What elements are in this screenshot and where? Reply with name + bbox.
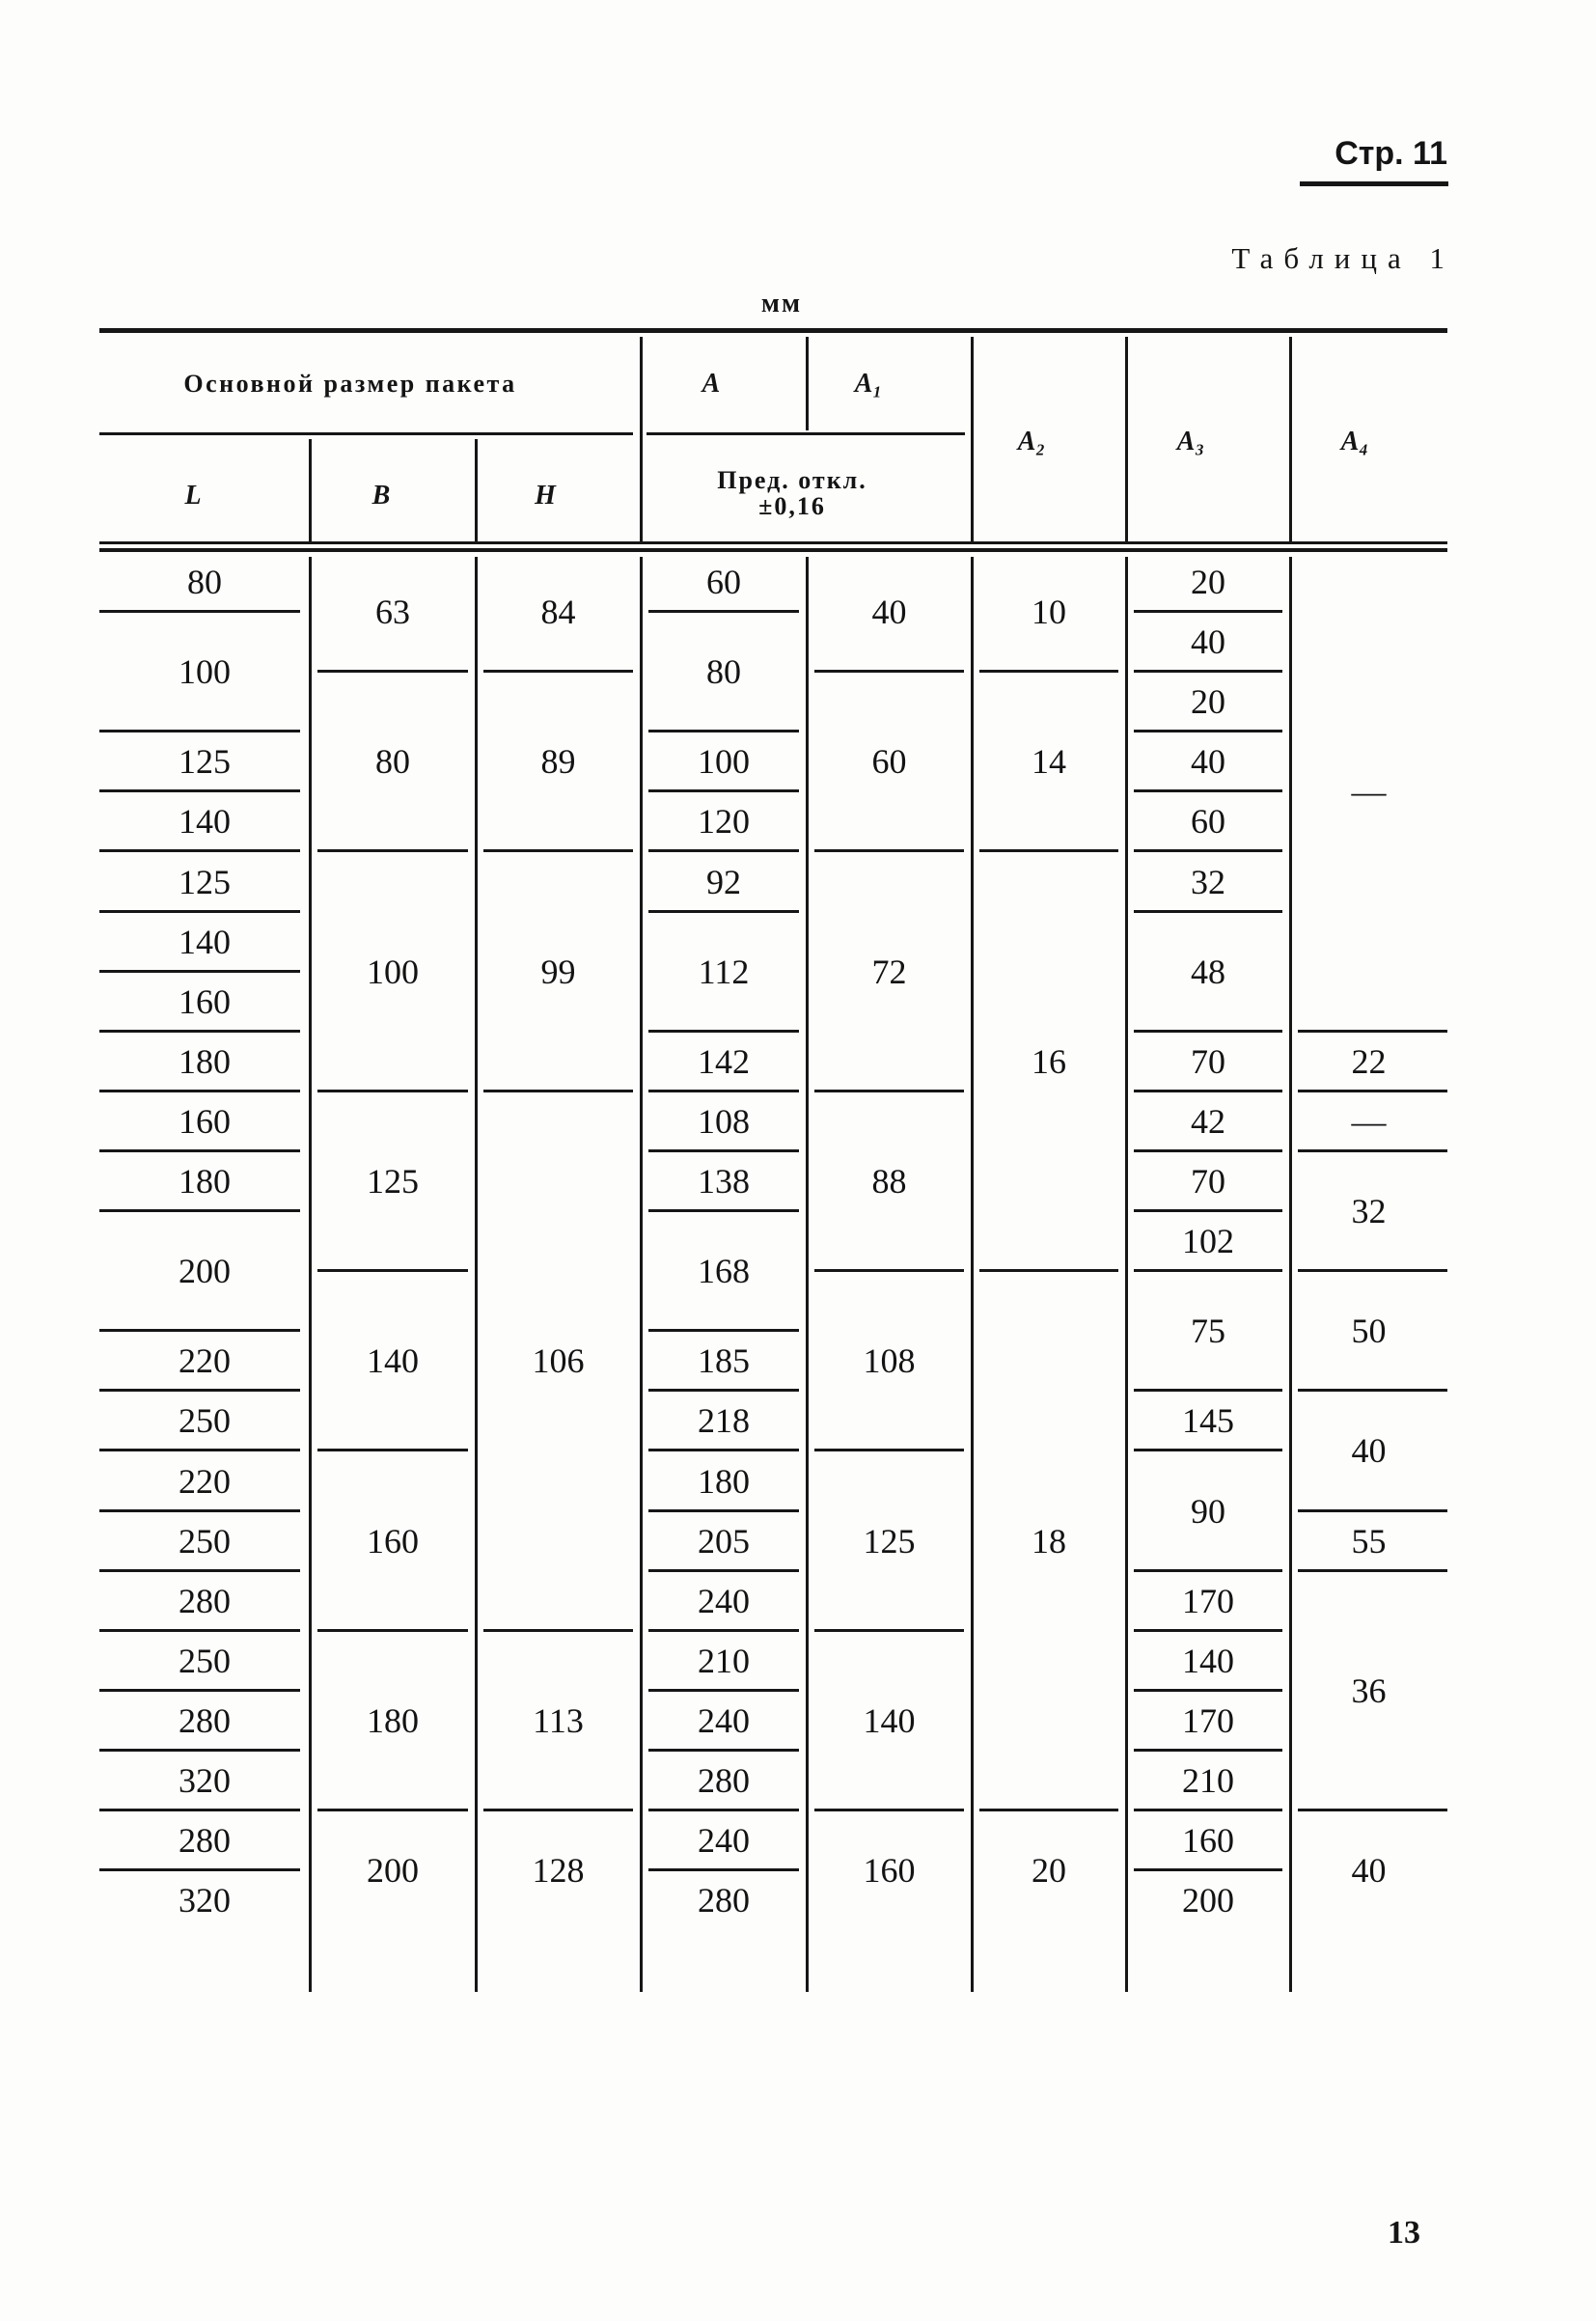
units-label: мм	[760, 289, 803, 318]
cell-A3-1: 20	[1126, 552, 1290, 612]
cell-A1-5: 108	[807, 1271, 972, 1451]
cell-A3-6: 32	[1126, 852, 1290, 912]
cell-A1-3: 72	[807, 852, 972, 1091]
page-reference: Стр. 11	[1335, 135, 1447, 172]
cell-A3-4: 40	[1126, 732, 1290, 791]
cell-A3-18: 210	[1126, 1751, 1290, 1810]
cell-H-4: 106	[476, 1091, 641, 1631]
cell-A1-1: 40	[807, 552, 972, 672]
cell-L-20: 280	[99, 1810, 310, 1870]
cell-A3-7: 48	[1126, 912, 1290, 1032]
cell-A-3: 100	[641, 732, 807, 791]
cell-A3-9: 42	[1126, 1091, 1290, 1151]
cell-B-8: 200	[367, 1851, 419, 1891]
cell-B-3: 100	[310, 852, 476, 1091]
cell-B-1: 63	[310, 552, 476, 672]
cell-A1-4: 88	[807, 1091, 972, 1271]
cell-A-17: 240	[641, 1691, 807, 1751]
cell-A3-8: 70	[1126, 1032, 1290, 1091]
cell-L-5: 125	[99, 852, 310, 912]
cell-A-4: 120	[641, 791, 807, 851]
header-col-A4: A₄	[1340, 427, 1369, 456]
cell-A2-2: 14	[972, 672, 1126, 851]
cell-A-1: 60	[641, 552, 807, 612]
cell-H-1: 84	[476, 552, 641, 672]
cell-A1-2: 60	[807, 672, 972, 851]
cell-L-19: 320	[99, 1751, 310, 1810]
cell-B-7: 180	[310, 1631, 476, 1810]
cell-A1-6: 125	[807, 1451, 972, 1631]
cell-A-5: 92	[641, 852, 807, 912]
cell-L-9: 160	[99, 1091, 310, 1151]
cell-L-7: 160	[99, 972, 310, 1032]
cell-L-14: 220	[99, 1451, 310, 1511]
cell-L-2: 100	[99, 612, 310, 732]
cell-L-16: 280	[99, 1571, 310, 1631]
cell-L-4: 140	[99, 791, 310, 851]
cell-A4-8: 36	[1290, 1571, 1447, 1810]
cell-A4-1: —	[1290, 552, 1447, 1032]
header-col-A3: A₃	[1176, 427, 1205, 456]
header-col-A1: A₁	[854, 369, 883, 399]
cell-A-7: 142	[641, 1032, 807, 1091]
cell-A-20: 280	[698, 1881, 750, 1920]
cell-A-8: 108	[641, 1091, 807, 1151]
table-caption: Таблица 1	[1231, 241, 1455, 275]
cell-A-13: 180	[641, 1451, 807, 1511]
cell-A3-14: 90	[1126, 1451, 1290, 1571]
cell-A-16: 210	[641, 1631, 807, 1691]
header-tolerance-label: Пред. откл.	[717, 466, 867, 494]
cell-L-21: 320	[179, 1881, 231, 1920]
cell-L-17: 250	[99, 1631, 310, 1691]
cell-L-18: 280	[99, 1691, 310, 1751]
cell-A2-5: 20	[1032, 1851, 1066, 1891]
page-number: 13	[1388, 2215, 1420, 2251]
cell-A4-6: 40	[1290, 1391, 1447, 1510]
cell-B-6: 160	[310, 1451, 476, 1631]
cell-A-14: 205	[641, 1511, 807, 1571]
cell-L-1: 80	[99, 552, 310, 612]
cell-L-12: 220	[99, 1331, 310, 1391]
cell-A3-16: 140	[1126, 1631, 1290, 1691]
cell-L-13: 250	[99, 1391, 310, 1451]
header-col-A2: A₂	[1017, 427, 1046, 456]
cell-A3-17: 170	[1126, 1691, 1290, 1751]
cell-A2-4: 18	[972, 1271, 1126, 1810]
cell-L-15: 250	[99, 1511, 310, 1571]
cell-H-6: 128	[532, 1851, 585, 1891]
cell-A-19: 240	[641, 1810, 807, 1870]
cell-A-6: 112	[641, 912, 807, 1032]
cell-A3-15: 170	[1126, 1571, 1290, 1631]
cell-A3-20: 200	[1182, 1881, 1234, 1920]
cell-A-9: 138	[641, 1151, 807, 1211]
cell-L-3: 125	[99, 732, 310, 791]
cell-A3-2: 40	[1126, 612, 1290, 672]
cell-A4-9: 40	[1351, 1851, 1387, 1891]
header-tolerance-value: ±0,16	[758, 492, 826, 520]
cell-A2-1: 10	[972, 552, 1126, 672]
cell-L-8: 180	[99, 1032, 310, 1091]
cell-A3-13: 145	[1126, 1391, 1290, 1451]
cell-H-5: 113	[476, 1631, 641, 1810]
cell-B-4: 125	[310, 1091, 476, 1271]
header-col-H: H	[535, 481, 556, 511]
header-col-A: A	[702, 369, 721, 399]
cell-A-11: 185	[641, 1331, 807, 1391]
cell-A4-4: 32	[1290, 1151, 1447, 1271]
cell-A-12: 218	[641, 1391, 807, 1451]
cell-A3-11: 102	[1126, 1211, 1290, 1271]
cell-A-15: 240	[641, 1571, 807, 1631]
cell-H-2: 89	[476, 672, 641, 851]
cell-A4-2: 22	[1290, 1032, 1447, 1091]
cell-L-11: 200	[99, 1211, 310, 1331]
cell-A3-10: 70	[1126, 1151, 1290, 1211]
cell-A-10: 168	[641, 1211, 807, 1331]
cell-A1-7: 140	[807, 1631, 972, 1810]
header-col-L: L	[184, 481, 202, 511]
cell-A4-5: 50	[1290, 1271, 1447, 1391]
cell-A2-3: 16	[972, 852, 1126, 1272]
cell-A1-8: 160	[863, 1851, 916, 1891]
cell-A-18: 280	[641, 1751, 807, 1810]
header-col-B: B	[371, 481, 391, 511]
cell-A4-7: 55	[1290, 1511, 1447, 1571]
cell-B-5: 140	[310, 1271, 476, 1451]
cell-H-3: 99	[476, 852, 641, 1091]
cell-L-6: 140	[99, 912, 310, 972]
cell-A3-3: 20	[1126, 672, 1290, 732]
cell-A4-3: —	[1290, 1091, 1447, 1151]
cell-A-2: 80	[641, 612, 807, 732]
header-main-size-group: Основной размер пакета	[183, 370, 517, 398]
cell-A3-12: 75	[1126, 1271, 1290, 1391]
cell-A3-5: 60	[1126, 791, 1290, 851]
cell-B-2: 80	[310, 672, 476, 851]
cell-L-10: 180	[99, 1151, 310, 1211]
cell-A3-19: 160	[1126, 1810, 1290, 1870]
